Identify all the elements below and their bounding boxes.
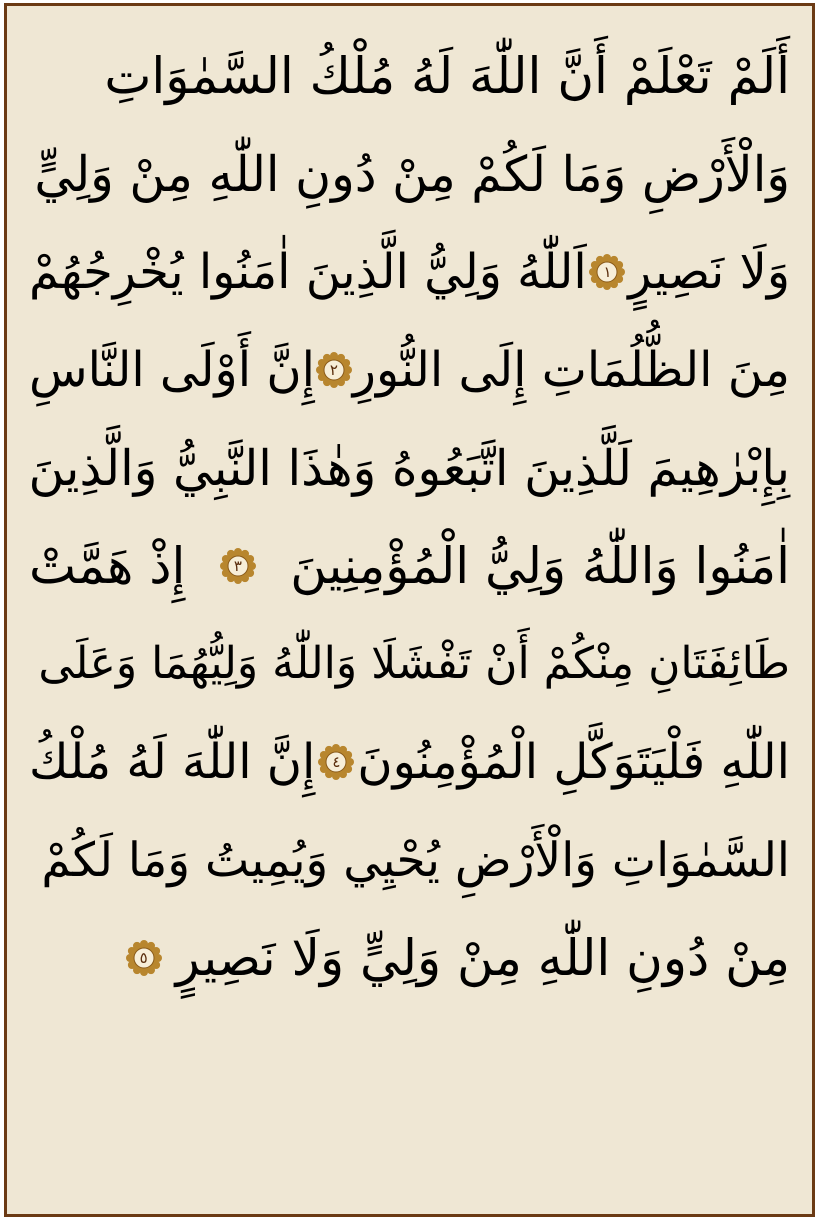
verse-line [29, 712, 790, 812]
ayah-marker-icon [316, 352, 352, 388]
verse-text-segment: مِنَ الظُّلُمَاتِ إِلَى النُّورِ [352, 342, 790, 398]
ayah-number: ٢ [329, 361, 338, 379]
verse-text-segment: بِإِبْرٰهِيمَ لَلَّذِينَ اتَّبَعُوهُ وَهٰذَا النَّبِيُّ وَالَّذِينَ [28, 439, 790, 497]
ayah-number: ٥ [139, 949, 148, 967]
verse-text-segment: اٰمَنُوا وَاللّٰهُ وَلِيُّ الْمُؤْمِنِينَ [290, 537, 790, 595]
verse-line [29, 222, 790, 322]
verse-text-segment: مِنْ دُونِ اللّٰهِ مِنْ وَلِيٍّ وَلَا نَصِيرٍ [175, 929, 790, 987]
ayah-number: ٤ [332, 753, 341, 771]
verse-line [29, 614, 790, 714]
verse-text-segment: وَالْأَرْضِ وَمَا لَكُمْ مِنْ دُونِ اللّٰهِ مِنْ وَلِيٍّ [34, 145, 790, 203]
verse-line [29, 26, 790, 126]
verse-line [29, 320, 790, 420]
verse-line [29, 418, 790, 518]
verse-line [29, 516, 790, 616]
verse-text-segment: إِنَّ أَوْلَى النَّاسِ [29, 342, 315, 398]
verse-text-segment: إِنَّ اللّٰهَ لَهُ مُلْكُ [29, 734, 316, 790]
ayah-marker-icon [126, 940, 162, 976]
verse-line [29, 810, 790, 910]
mushaf-page [4, 3, 815, 1217]
ayah-marker-icon [220, 548, 256, 584]
verse-text-segment: اللّٰهِ فَلْيَتَوَكَّلِ الْمُؤْمِنُونَ [357, 734, 790, 790]
verse-line [29, 124, 790, 224]
verse-text-area [7, 6, 812, 1214]
ayah-number: ١ [603, 263, 612, 281]
ayah-marker-icon [318, 744, 354, 780]
verse-text-segment: إِذْ هَمَّتْ [29, 537, 186, 595]
verse-text-segment: اَللّٰهُ وَلِيُّ الَّذِينَ اٰمَنُوا يُخْرِجُهُمْ [29, 244, 587, 300]
verse-text-segment: أَلَمْ تَعْلَمْ أَنَّ اللّٰهَ لَهُ مُلْكُ السَّمٰوَاتِ [104, 47, 790, 105]
verse-text-segment: السَّمٰوَاتِ وَالْأَرْضِ يُحْيِي وَيُمِيتُ وَمَا لَكُمْ [41, 832, 790, 888]
verse-text-segment: وَلَا نَصِيرٍ [628, 244, 790, 300]
ayah-number: ٣ [233, 557, 242, 575]
ayah-marker-icon [589, 254, 625, 290]
verse-text-segment: طَائِفَتَانِ مِنْكُمْ أَنْ تَفْشَلَا وَاللّٰهُ وَلِيُّهُمَا وَعَلَى [38, 638, 790, 689]
verse-line [29, 908, 790, 1008]
